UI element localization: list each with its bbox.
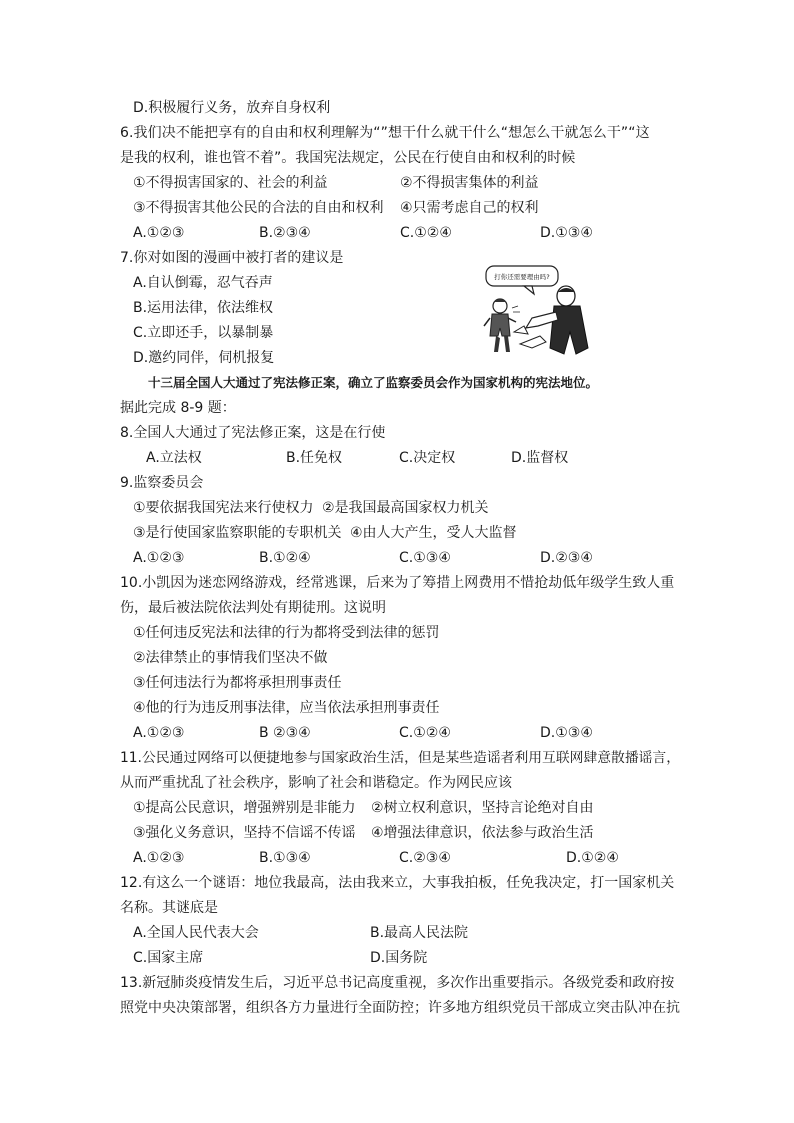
q7-option-c: C.立即还手，以暴制暴 — [133, 325, 274, 341]
q8-option-a: A.立法权 — [146, 450, 202, 466]
q11-statement-3: ③强化义务意识，坚持不信谣不传谣 — [133, 825, 356, 841]
q11-stem-line1: 11.公民通过网络可以便捷地参与国家政治生活，但是某些造谣者利用互联网肆意散播谣言， — [120, 750, 681, 766]
q11-option-c: C.②③④ — [399, 850, 451, 866]
q6-statement-2: ②不得损害集体的利益 — [400, 175, 539, 191]
q8-option-d: D.监督权 — [511, 450, 569, 466]
q6-stem-line2: 是我的权利，谁也管不着”。我国宪法规定，公民在行使自由和权利的时候 — [120, 150, 576, 166]
q10-option-b: B ②③④ — [259, 725, 311, 741]
q6-stem-line1: 6.我们决不能把享有的自由和权利理解为“”想干什么就干什么“想怎么干就怎么干”“这 — [120, 125, 650, 141]
q9-option-b: B.①②④ — [259, 550, 311, 566]
q12-stem-line1: 12.有这么一个谜语：地位我最高，法由我来立，大事我拍板，任免我决定，打一国家机关 — [120, 875, 675, 891]
q6-statement-3: ③不得损害其他公民的合法的自由和权利 — [133, 200, 384, 216]
q10-statement-1: ①任何违反宪法和法律的行为都将受到法律的惩罚 — [133, 625, 440, 641]
q11-statement-2: ②树立权利意识，坚持言论绝对自由 — [371, 800, 594, 816]
q8-stem: 8.全国人大通过了宪法修正案，这是在行使 — [120, 425, 386, 441]
q13-stem-line1: 13.新冠肺炎疫情发生后，习近平总书记高度重视，多次作出重要指示。各级党委和政府按 — [120, 975, 675, 991]
q9-option-c: C.①③④ — [399, 550, 451, 566]
q12-option-c: C.国家主席 — [133, 950, 204, 966]
q7-option-d: D.邀约同伴，伺机报复 — [133, 350, 275, 366]
q8-9-instruction: 据此完成 8-9 题： — [120, 400, 236, 416]
q11-option-d: D.①②④ — [566, 850, 619, 866]
q9-stem: 9.监察委员会 — [120, 475, 204, 491]
q9-statement-2: ②是我国最高国家权力机关 — [322, 500, 489, 516]
q10-statement-2: ②法律禁止的事情我们坚决不做 — [133, 650, 328, 666]
q8-option-c: C.决定权 — [399, 450, 456, 466]
q12-option-a: A.全国人民代表大会 — [133, 925, 259, 941]
q12-option-d: D.国务院 — [370, 950, 428, 966]
q11-statement-4: ④增强法律意识，依法参与政治生活 — [371, 825, 594, 841]
q9-option-a: A.①②③ — [133, 550, 185, 566]
q12-option-b: B.最高人民法院 — [370, 925, 469, 941]
q10-option-c: C.①②④ — [399, 725, 451, 741]
q10-option-a: A.①②③ — [133, 725, 185, 741]
q7-cartoon — [480, 262, 600, 360]
cartoon-speech-text: 打你还需要理由吗? — [494, 273, 550, 281]
q10-statement-3: ③任何违法行为都将承担刑事责任 — [133, 675, 342, 691]
q7-option-a: A.自认倒霉，忍气吞声 — [133, 275, 273, 291]
q6-option-a: A.①②③ — [133, 225, 185, 241]
cartoon-illustration — [480, 262, 600, 360]
q6-option-b: B.②③④ — [259, 225, 311, 241]
q11-stem-line2: 从而严重扰乱了社会秩序，影响了社会和谐稳定。作为网民应该 — [120, 775, 512, 791]
q9-statement-3: ③是行使国家监察职能的专职机关 — [133, 525, 342, 541]
q10-option-d: D.①③④ — [540, 725, 593, 741]
q6-option-d: D.①③④ — [540, 225, 593, 241]
q9-statement-1: ①要依据我国宪法来行使权力 — [133, 500, 314, 516]
q6-statement-1: ①不得损害国家的、社会的利益 — [133, 175, 328, 191]
q11-statement-1: ①提高公民意识，增强辨别是非能力 — [133, 800, 356, 816]
q8-9-intro-text: 十三届全国人大通过了宪法修正案，确立了监察委员会作为国家机构的宪法地位。 — [148, 375, 599, 390]
q12-stem-line2: 名称。其谜底是 — [120, 900, 218, 916]
q13-stem-line2: 照党中央决策部署，组织各方力量进行全面防控；许多地方组织党员干部成立突击队冲在抗 — [120, 1000, 680, 1016]
q11-option-a: A.①②③ — [133, 850, 185, 866]
q7-stem: 7.你对如图的漫画中被打者的建议是 — [120, 250, 344, 266]
q9-statement-4: ④由人大产生，受人大监督 — [350, 525, 517, 541]
q10-statement-4: ④他的行为违反刑事法律，应当依法承担刑事责任 — [133, 700, 440, 716]
q10-stem-line1: 10.小凯因为迷恋网络游戏，经常逃课，后来为了筹措上网费用不惜抢劫低年级学生致人重 — [120, 575, 675, 591]
q6-option-c: C.①②④ — [400, 225, 452, 241]
q8-option-b: B.任免权 — [286, 450, 343, 466]
q10-stem-line2: 伤，最后被法院依法判处有期徒刑。这说明 — [120, 600, 386, 616]
q9-option-d: D.②③④ — [540, 550, 593, 566]
q7-option-b: B.运用法律，依法维权 — [133, 300, 274, 316]
q6-statement-4: ④只需考虑自己的权利 — [400, 200, 539, 216]
q5-option-d: D.积极履行义务，放弃自身权利 — [133, 100, 331, 116]
q11-option-b: B.①③④ — [259, 850, 311, 866]
